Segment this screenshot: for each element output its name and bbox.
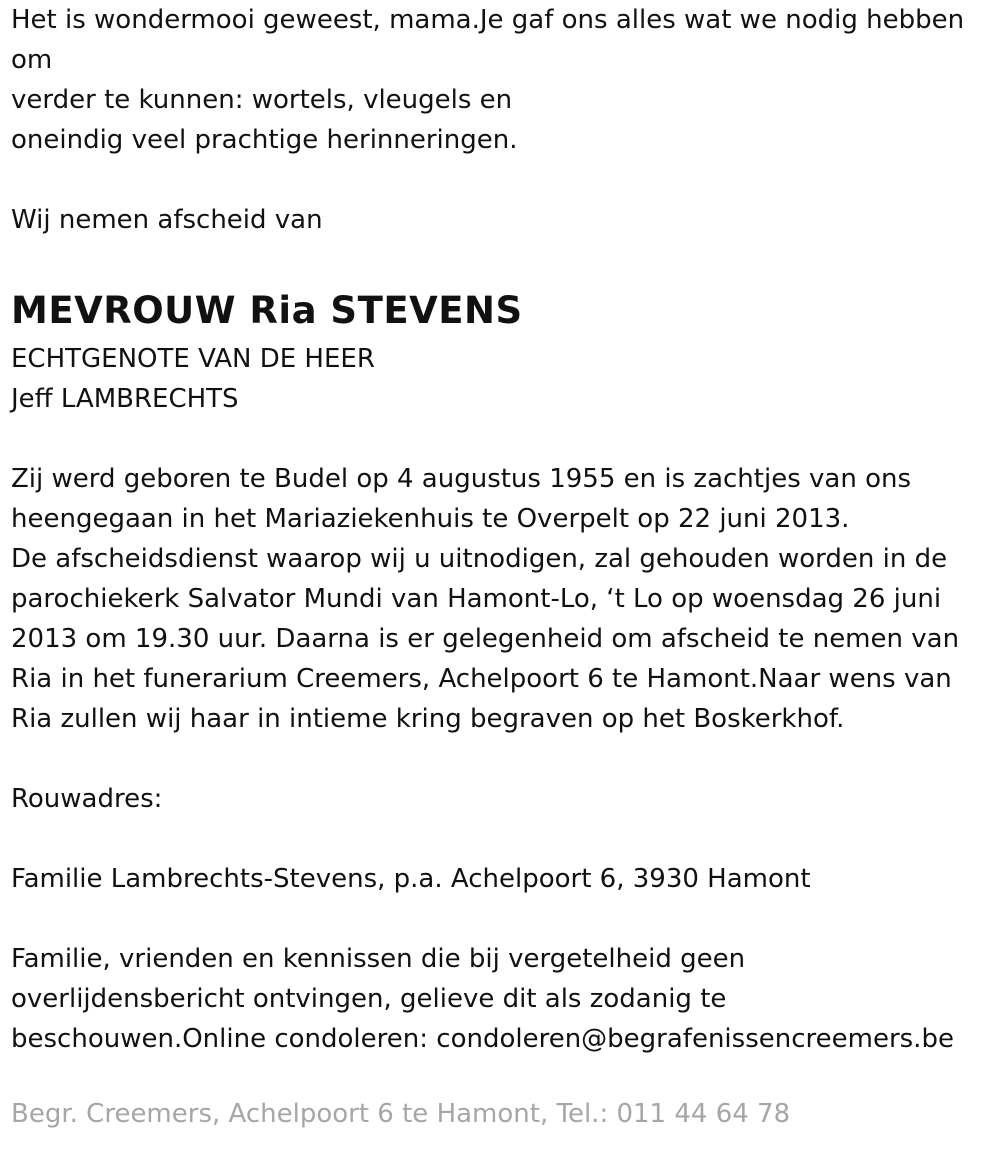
intro-text: Wij nemen afscheid van	[11, 205, 323, 235]
announcement-line: Ria zullen wij haar in intieme kring begraven op het Boskerkhof.	[11, 704, 845, 734]
closing-line: overlijdensbericht ontvingen, gelieve dit als zodanig te	[11, 984, 727, 1014]
poem-line: om	[11, 45, 53, 75]
announcement-line: Zij werd geboren te Budel op 4 augustus 1955 en is zachtjes van ons	[11, 464, 911, 494]
poem-block	[11, 0, 991, 160]
poem-line: oneindig veel prachtige herinneringen.	[11, 125, 518, 155]
announcement-line: Ria in het funerarium Creemers, Achelpoort 6 te Hamont.Naar wens van	[11, 664, 952, 694]
closing-line: beschouwen.Online condoleren: condoleren@begrafenissencreemers.be	[11, 1024, 954, 1054]
deceased-name: MEVROUW Ria STEVENS	[11, 289, 523, 332]
poem-line: verder te kunnen: wortels, vleugels en	[11, 85, 513, 115]
spouse-name: Jeff LAMBRECHTS	[11, 384, 239, 414]
relation-text: ECHTGENOTE VAN DE HEER	[11, 344, 375, 374]
closing-line: Familie, vrienden en kennissen die bij vergetelheid geen	[11, 944, 746, 974]
poem-line: Het is wondermooi geweest, mama.Je gaf ons alles wat we nodig hebben	[11, 5, 965, 35]
funeral-home-footer: Begr. Creemers, Achelpoort 6 te Hamont, Tel.: 011 44 64 78	[11, 1099, 791, 1129]
announcement-line: parochiekerk Salvator Mundi van Hamont-Lo, ‘t Lo op woensdag 26 juni	[11, 584, 942, 614]
announcement-block	[11, 459, 991, 739]
mourning-address: Familie Lambrechts-Stevens, p.a. Achelpoort 6, 3930 Hamont	[11, 864, 811, 894]
obituary-notice	[11, 0, 991, 1059]
announcement-line: De afscheidsdienst waarop wij u uitnodigen, zal gehouden worden in de	[11, 544, 948, 574]
announcement-line: heengegaan in het Mariaziekenhuis te Overpelt op 22 juni 2013.	[11, 504, 850, 534]
announcement-line: 2013 om 19.30 uur. Daarna is er gelegenheid om afscheid te nemen van	[11, 624, 960, 654]
mourning-address-label: Rouwadres:	[11, 784, 163, 814]
closing-block	[11, 939, 991, 1059]
